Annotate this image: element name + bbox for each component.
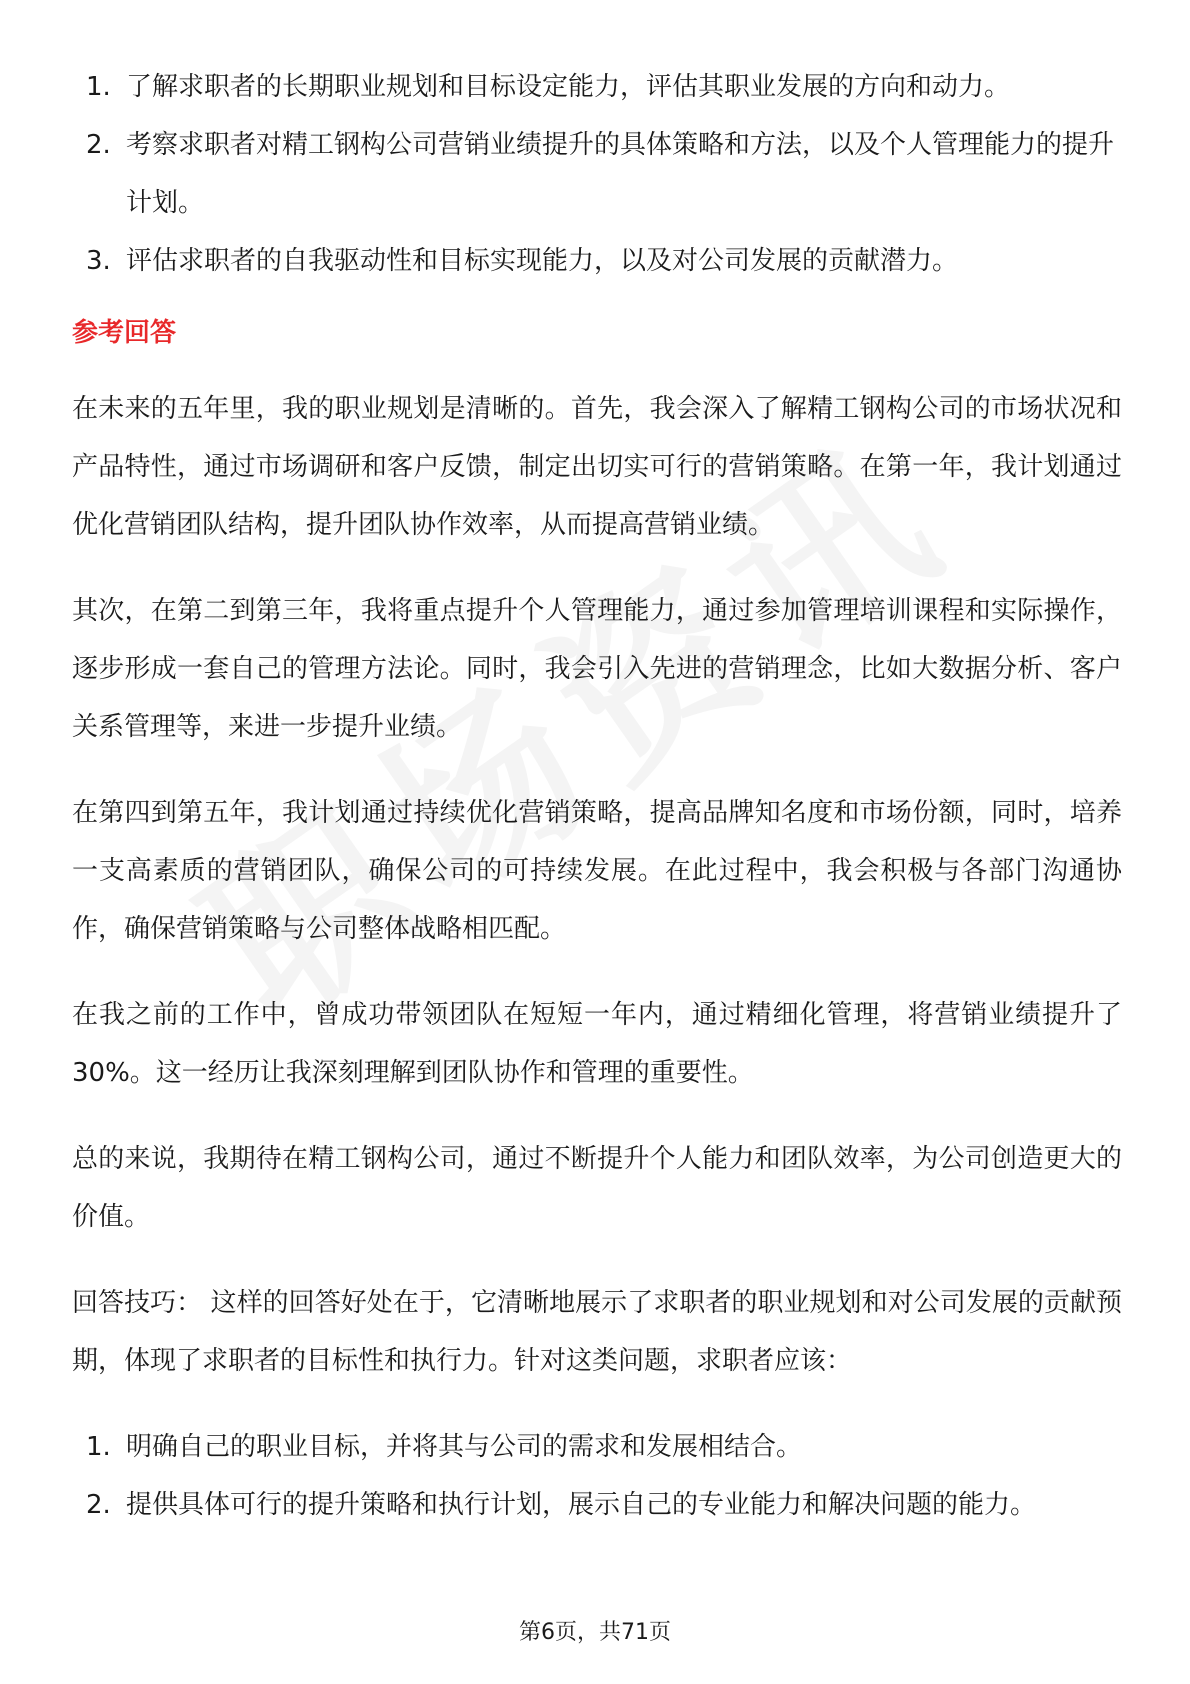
- list-number: 1.: [86, 1432, 111, 1462]
- paragraph: 在我之前的工作中，曾成功带领团队在短短一年内，通过精细化管理，将营销业绩提升了30%。这一经历让我深刻理解到团队协作和管理的重要性。: [72, 1000, 1122, 1088]
- section-heading: 参考回答: [72, 318, 177, 348]
- list-number: 2.: [86, 130, 111, 160]
- paragraph: 在未来的五年里，我的职业规划是清晰的。首先，我会深入了解精工钢构公司的市场状况和产品特性，通过市场调研和客户反馈，制定出切实可行的营销策略。在第一年，我计划通过优化营销团队结构，提升团队协作效率，从而提高营销业绩。: [72, 394, 1122, 540]
- list-text: 评估求职者的自我驱动性和目标实现能力，以及对公司发展的贡献潜力。: [126, 246, 959, 276]
- paragraph: 总的来说，我期待在精工钢构公司，通过不断提升个人能力和团队效率，为公司创造更大的价值。: [72, 1144, 1122, 1232]
- paragraph: 在第四到第五年，我计划通过持续优化营销策略，提高品牌知名度和市场份额，同时，培养一支高素质的营销团队，确保公司的可持续发展。在此过程中，我会积极与各部门沟通协作，确保营销策略与公司整体战略相匹配。: [72, 798, 1122, 944]
- list-number: 3.: [86, 246, 111, 276]
- criteria-list: [72, 58, 1122, 290]
- list-number: 1.: [86, 72, 111, 102]
- list-number: 2.: [86, 1490, 111, 1520]
- page-content: [72, 58, 1122, 1534]
- list-item: [72, 1476, 1122, 1534]
- list-text: 了解求职者的长期职业规划和目标设定能力，评估其职业发展的方向和动力。: [126, 72, 1011, 102]
- paragraph: 回答技巧： 这样的回答好处在于，它清晰地展示了求职者的职业规划和对公司发展的贡献预期，体现了求职者的目标性和执行力。针对这类问题，求职者应该：: [72, 1288, 1122, 1376]
- page-footer: 第6页，共71页: [519, 1620, 671, 1645]
- list-item: [72, 58, 1122, 116]
- list-item: [72, 232, 1122, 290]
- list-text: 考察求职者对精工钢构公司营销业绩提升的具体策略和方法，以及个人管理能力的提升计划。: [126, 130, 1115, 218]
- list-item: [72, 116, 1122, 232]
- list-item: [72, 1418, 1122, 1476]
- list-text: 明确自己的职业目标，并将其与公司的需求和发展相结合。: [126, 1432, 803, 1462]
- tips-list: [72, 1418, 1122, 1534]
- list-text: 提供具体可行的提升策略和执行计划，展示自己的专业能力和解决问题的能力。: [126, 1490, 1037, 1520]
- paragraph: 其次，在第二到第三年，我将重点提升个人管理能力，通过参加管理培训课程和实际操作，逐步形成一套自己的管理方法论。同时，我会引入先进的营销理念，比如大数据分析、客户关系管理等，来进一步提升业绩。: [72, 596, 1122, 742]
